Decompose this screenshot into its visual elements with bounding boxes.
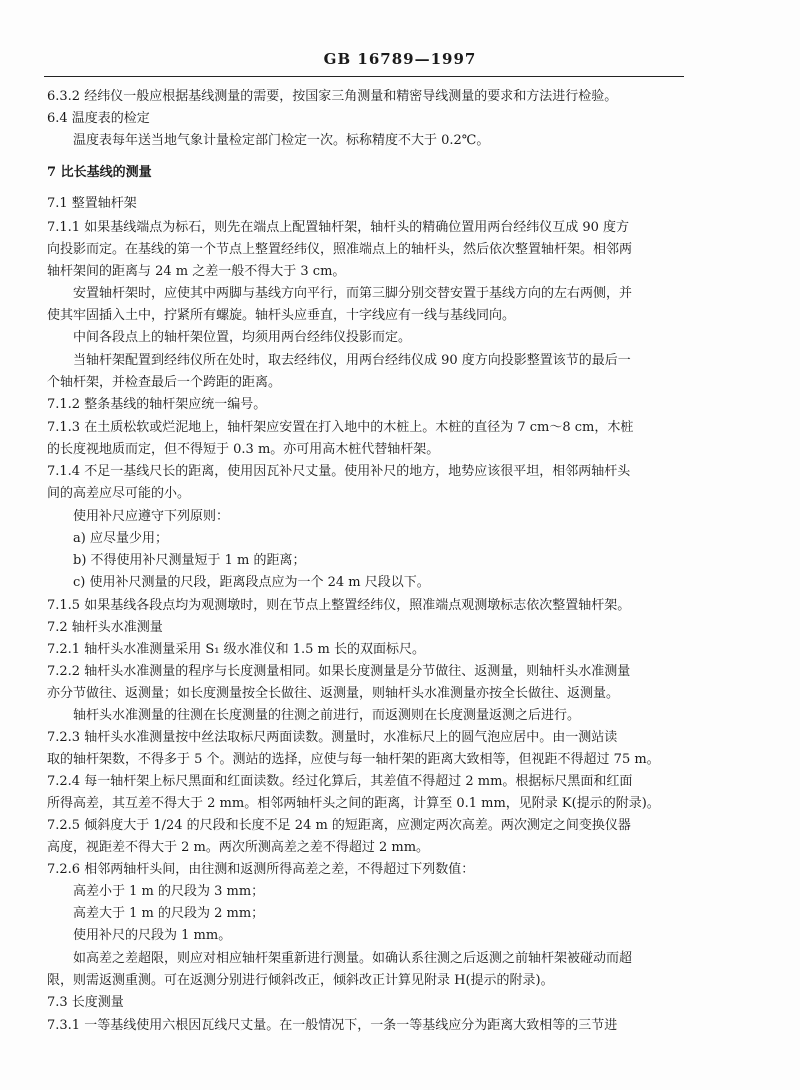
text-line: 使其牢固插入土中，拧紧所有螺旋。轴杆头应垂直，十字线应有一线与基线同向。 <box>47 308 516 323</box>
text-line: 当轴杆架配置到经纬仪所在处时，取去经纬仪，用两台经纬仪成 90 度方向投影整置该节的最后一 <box>73 353 631 368</box>
text-line: 所得高差，其互差不得大于 2 mm。相邻两轴杆头之间的距离，计算至 0.1 mm，见附录 K(提示的附录)。 <box>47 796 660 811</box>
list-item: b) 不得使用补尺测量短于 1 m 的距离； <box>73 553 306 568</box>
section-heading: 6.4 温度表的检定 <box>47 111 150 126</box>
text-line: 个轴杆架，并检查最后一个跨距的距离。 <box>47 375 282 390</box>
text-line: 温度表每年送当地气象计量检定部门检定一次。标称精度不大于 0.2℃。 <box>73 133 490 148</box>
text-line: 的长度视地质而定，但不得短于 0.3 m。亦可用高木桩代替轴杆架。 <box>47 442 440 457</box>
text-line: 7.1.1 如果基线端点为标石，则先在端点上配置轴杆架，轴杆头的精确位置用两台经纬仪互成 90 度方 <box>47 220 630 235</box>
text-line: 中间各段点上的轴杆架位置，均须用两台经纬仪投影而定。 <box>73 330 412 345</box>
section-heading: 7.3 长度测量 <box>47 995 124 1010</box>
text-line: 间的高差应尽可能的小。 <box>47 486 191 501</box>
list-item: a) 应尽量少用； <box>73 531 168 546</box>
text-line: 7.2.3 轴杆头水准测量按中丝法取标尺两面读数。测量时，水准标尺上的圆气泡应居中。由一测站读 <box>47 730 618 745</box>
text-line: 7.1.4 不足一基线尺长的距离，使用因瓦补尺丈量。使用补尺的地方，地势应该很平坦，相邻两轴杆头 <box>47 464 631 479</box>
text-line: 取的轴杆架数，不得多于 5 个。测站的选择，应使与每一轴杆架的距离大致相等，但视距不得超过 75 m。 <box>47 752 660 767</box>
text-line: 轴杆架间的距离与 24 m 之差一般不得大于 3 cm。 <box>47 264 346 279</box>
text-line: 7.1.5 如果基线各段点均为观测墩时，则在节点上整置经纬仪，照准端点观测墩标志依次整置轴杆架。 <box>47 598 631 613</box>
text-line: 7.1.3 在土质松软或烂泥地上，轴杆架应安置在打入地中的木桩上。木桩的直径为 7 cm～8 cm，木桩 <box>47 420 634 435</box>
text-line: 7.2.4 每一轴杆架上标尺黑面和红面读数。经过化算后，其差值不得超过 2 mm。根据标尺黑面和红面 <box>47 774 633 789</box>
text-line: 限，则需返测重测。可在返测分别进行倾斜改正，倾斜改正计算见附录 H(提示的附录)。 <box>47 973 554 988</box>
text-line: 7.2.5 倾斜度大于 1/24 的尺段和长度不足 24 m 的短距离，应测定两次高差。两次测定之间变换仪器 <box>47 818 631 833</box>
text-line: 高度，视距差不得大于 2 m。两次所测高差之差不得超过 2 mm。 <box>47 840 430 855</box>
text-line: 7.3.1 一等基线使用六根因瓦线尺丈量。在一般情况下，一条一等基线应分为距离大致相等的三节进 <box>47 1018 618 1033</box>
text-line: 使用补尺应遵守下列原则： <box>73 509 230 524</box>
chapter-heading: 7 比长基线的测量 <box>47 165 152 180</box>
text-line: 6.3.2 经纬仪一般应根据基线测量的需要，按国家三角测量和精密导线测量的要求和方法进行检验。 <box>47 89 618 104</box>
text-line: 向投影而定。在基线的第一个节点上整置经纬仪，照准端点上的轴杆头，然后依次整置轴杆架。相邻两 <box>47 242 633 257</box>
text-line: 7.2.1 轴杆头水准测量采用 S₁ 级水准仪和 1.5 m 长的双面标尺。 <box>47 642 425 657</box>
text-line: 安置轴杆架时，应使其中两脚与基线方向平行，而第三脚分别交替安置于基线方向的左右两侧，并 <box>73 286 633 301</box>
list-item: 使用补尺的尺段为 1 mm。 <box>73 928 232 943</box>
header-rule <box>44 76 684 77</box>
text-line: 轴杆头水准测量的往测在长度测量的往测之前进行，而返测则在长度测量返测之后进行。 <box>73 708 581 723</box>
list-item: 高差小于 1 m 的尺段为 3 mm； <box>73 884 265 899</box>
text-line: 亦分节做往、返测量；如长度测量按全长做往、返测量，则轴杆头水准测量亦按全长做往、返测量。 <box>47 686 620 701</box>
text-line: 7.2.6 相邻两轴杆头间，由往测和返测所得高差之差，不得超过下列数值： <box>47 862 475 877</box>
text-line: 7.2.2 轴杆头水准测量的程序与长度测量相同。如果长度测量是分节做往、返测量，则轴杆头水准测量 <box>47 664 631 679</box>
text-line: 如高差之差超限，则应对相应轴杆架重新进行测量。如确认系往测之后返测之前轴杆架被碰动而超 <box>73 951 633 966</box>
page-header: GB 16789—1997 <box>323 50 477 68</box>
text-line: 7.1.2 整条基线的轴杆架应统一编号。 <box>47 397 267 412</box>
list-item: c) 使用补尺测量的尺段，距离段点应为一个 24 m 尺段以下。 <box>73 575 430 590</box>
list-item: 高差大于 1 m 的尺段为 2 mm； <box>73 906 265 921</box>
section-heading: 7.1 整置轴杆架 <box>47 196 137 211</box>
section-heading: 7.2 轴杆头水准测量 <box>47 620 163 635</box>
